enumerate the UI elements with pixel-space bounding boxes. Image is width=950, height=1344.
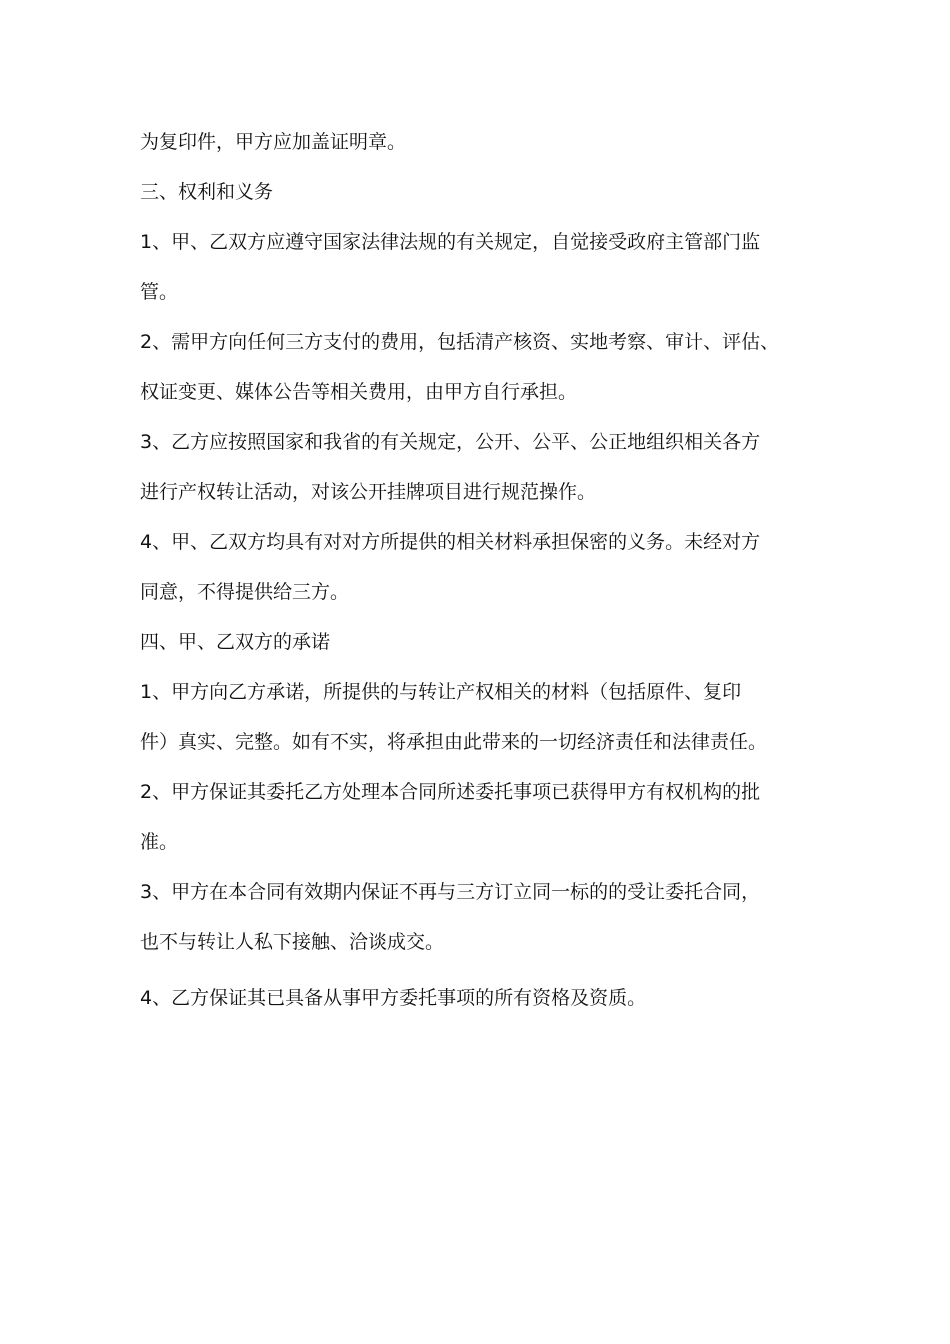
text-line: 件）真实、完整。如有不实，将承担由此带来的一切经济责任和法律责任。 bbox=[140, 731, 768, 753]
text-line: 同意，不得提供给三方。 bbox=[140, 581, 350, 603]
text-line: 1、甲、乙双方应遵守国家法律法规的有关规定，自觉接受政府主管部门监 bbox=[140, 231, 761, 253]
text-line: 权证变更、媒体公告等相关费用，由甲方自行承担。 bbox=[140, 381, 578, 403]
text-line: 4、乙方保证其已具备从事甲方委托事项的所有资格及资质。 bbox=[140, 987, 647, 1009]
text-line: 管。 bbox=[140, 281, 179, 303]
text-line: 3、乙方应按照国家和我省的有关规定，公开、公平、公正地组织相关各方 bbox=[140, 431, 761, 453]
text-line: 4、甲、乙双方均具有对对方所提供的相关材料承担保密的义务。未经对方 bbox=[140, 531, 761, 553]
section-heading: 四、甲、乙双方的承诺 bbox=[140, 631, 331, 653]
text-line: 进行产权转让活动，对该公开挂牌项目进行规范操作。 bbox=[140, 481, 597, 503]
text-line: 为复印件，甲方应加盖证明章。 bbox=[140, 131, 407, 153]
text-line: 2、需甲方向任何三方支付的费用，包括清产核资、实地考察、审计、评估、 bbox=[140, 331, 780, 353]
text-line: 1、甲方向乙方承诺，所提供的与转让产权相关的材料（包括原件、复印 bbox=[140, 681, 742, 703]
text-line: 3、甲方在本合同有效期内保证不再与三方订立同一标的的受让委托合同， bbox=[140, 881, 761, 903]
text-line: 也不与转让人私下接触、洽谈成交。 bbox=[140, 931, 445, 953]
text-line: 准。 bbox=[140, 831, 179, 853]
text-line: 2、甲方保证其委托乙方处理本合同所述委托事项已获得甲方有权机构的批 bbox=[140, 781, 761, 803]
section-heading: 三、权利和义务 bbox=[140, 181, 274, 203]
